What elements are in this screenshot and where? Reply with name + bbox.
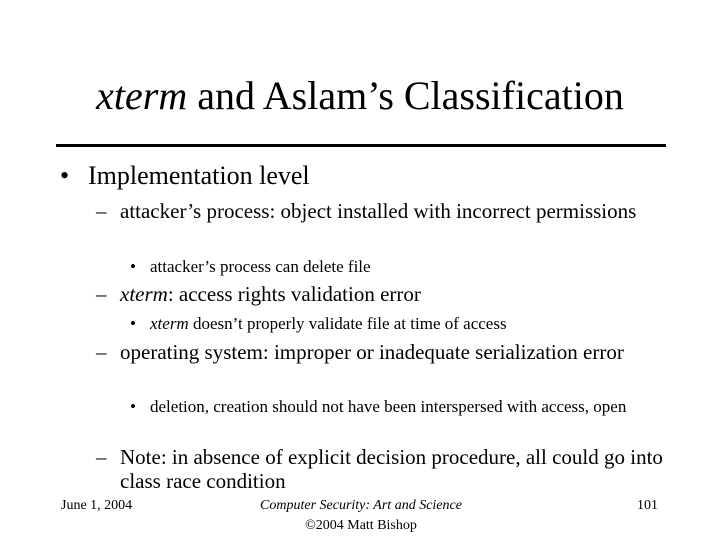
sub-bullet-note <box>96 445 676 493</box>
bullet-marker: • <box>130 397 136 416</box>
dash-marker: – <box>96 199 107 223</box>
title-divider <box>56 144 666 147</box>
bullet-marker: • <box>60 161 70 190</box>
xterm-rest: : access rights validation error <box>167 282 421 306</box>
title-italic: xterm <box>96 73 188 118</box>
footer-course <box>230 496 492 536</box>
sub-bullet-attacker <box>96 199 676 223</box>
bullet-text: Implementation level <box>88 161 310 190</box>
validate-rest: doesn’t properly validate file at time of access <box>188 314 507 333</box>
footer-date: June 1, 2004 <box>61 498 133 513</box>
sub-sub-bullet-delete <box>130 256 650 277</box>
dash-marker: – <box>96 340 107 364</box>
sub-sub-bullet-deletion <box>130 396 650 417</box>
xterm-italic: xterm <box>120 282 168 306</box>
sub-bullet-text <box>120 282 676 306</box>
dash-marker: – <box>96 445 107 469</box>
page-number: 101 <box>637 498 658 513</box>
sub-bullet-os <box>96 340 676 364</box>
sub-bullet-text: operating system: improper or inadequate serialization error <box>120 340 624 364</box>
xterm-italic: xterm <box>150 314 189 333</box>
sub-sub-bullet-text <box>150 313 650 334</box>
sub-bullet-text: attacker’s process: object installed with incorrect permissions <box>120 199 637 223</box>
title-rest: and Aslam’s Classification <box>187 73 624 118</box>
bullet-marker: • <box>130 314 136 333</box>
sub-bullet-xterm <box>96 282 676 306</box>
slide-title <box>0 70 720 122</box>
sub-sub-bullet-text: attacker’s process can delete file <box>150 257 371 276</box>
sub-sub-bullet-validate <box>130 313 650 334</box>
footer-copyright: ©2004 Matt Bishop <box>305 518 417 533</box>
sub-bullet-text: Note: in absence of explicit decision procedure, all could go into class race condition <box>120 445 663 493</box>
footer-course-title: Computer Security: Art and Science <box>260 498 462 513</box>
bullet-marker: • <box>130 257 136 276</box>
sub-sub-bullet-text: deletion, creation should not have been interspersed with access, open <box>150 397 627 416</box>
dash-marker: – <box>96 282 107 306</box>
